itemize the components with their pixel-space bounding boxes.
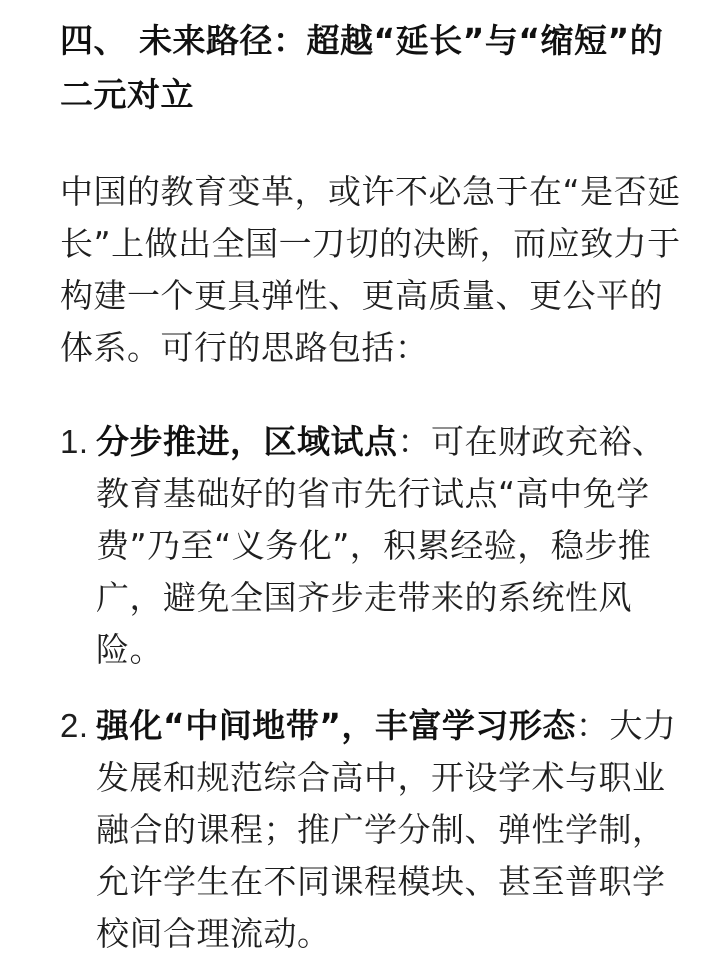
list-item-number: 1. [60,423,89,460]
numbered-list [60,416,682,960]
section-title: 四、 未来路径：超越“延长”与“缩短”的二元对立 [60,21,664,114]
list-item [60,416,682,676]
list-item-number: 2. [60,707,89,744]
list-item-text: ：大力发展和规范综合高中，开设学术与职业融合的课程；推广学分制、弹性学制，允许学生在不同课程模块、甚至普职学校间合理流动。 [96,706,677,953]
intro-paragraph: 中国的教育变革，或许不必急于在“是否延长”上做出全国一刀切的决断，而应致力于构建一个更具弹性、更高质量、更公平的体系。可行的思路包括： [60,172,681,367]
list-item-heading: 强化“中间地带”，丰富学习形态 [96,706,576,745]
list-item-heading: 分步推进，区域试点 [96,422,398,461]
list-item [60,700,682,960]
list-item-text: ：可在财政充裕、教育基础好的省市先行试点“高中免学费”乃至“义务化”，积累经验，稳步推广，避免全国齐步走带来的系统性风险。 [96,422,666,669]
